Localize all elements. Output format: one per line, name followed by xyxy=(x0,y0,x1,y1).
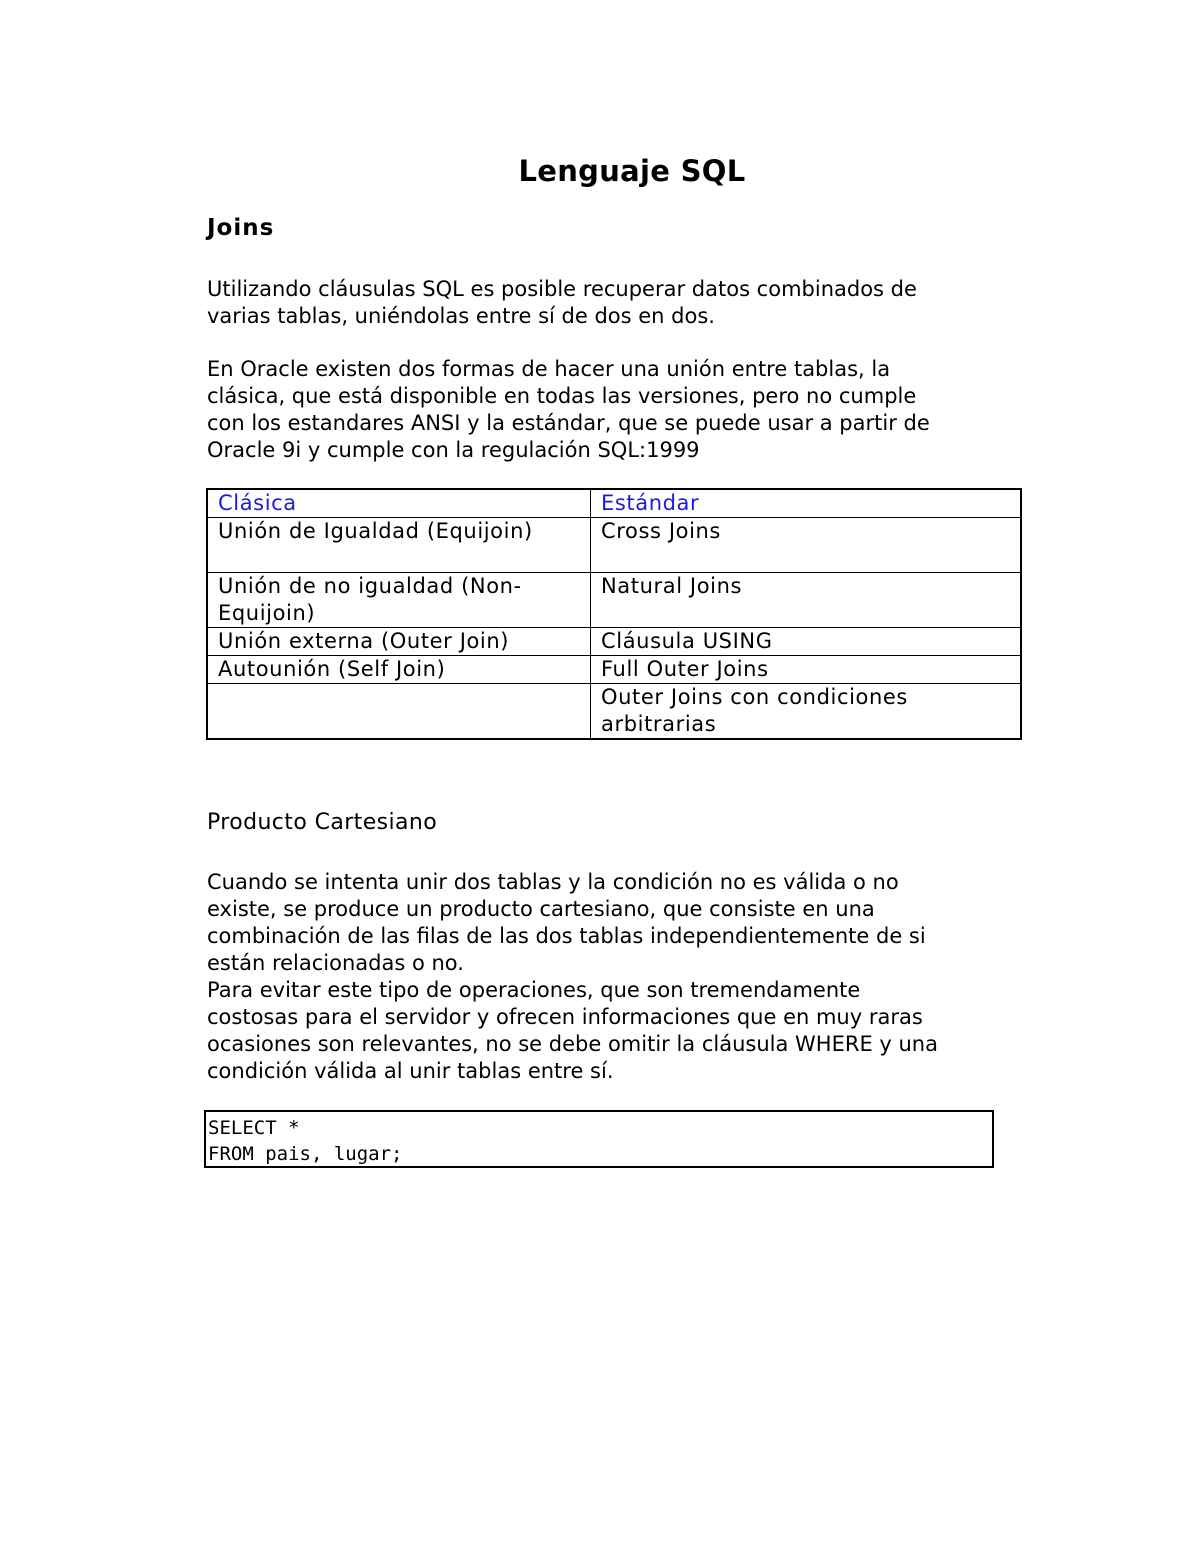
text-line: ocasiones son relevantes, no se debe omitir la cláusula WHERE y una xyxy=(207,1032,938,1056)
table-cell: Natural Joins xyxy=(591,573,1022,628)
text-line: Oracle 9i y cumple con la regulación SQL:1999 xyxy=(207,438,700,462)
text-line: En Oracle existen dos formas de hacer una unión entre tablas, la xyxy=(207,357,891,381)
text-line: Para evitar este tipo de operaciones, que son tremendamente xyxy=(207,978,861,1002)
code-line: FROM pais, lugar; xyxy=(208,1143,403,1165)
table-cell: Cross Joins xyxy=(591,518,1022,573)
table-header-row xyxy=(207,489,1021,518)
text-line: con los estandares ANSI y la estándar, que se puede usar a partir de xyxy=(207,411,930,435)
section-heading-joins: Joins xyxy=(207,215,275,241)
paragraph-intro xyxy=(207,276,997,330)
table-cell: Unión externa (Outer Join) xyxy=(207,628,591,656)
text-line: están relacionadas o no. xyxy=(207,951,464,975)
text-line: existe, se produce un producto cartesiano, que consiste en una xyxy=(207,897,875,921)
table-cell xyxy=(207,684,591,740)
table-header-cell: Clásica xyxy=(207,489,591,518)
joins-comparison-table xyxy=(206,488,1022,740)
table-header-cell: Estándar xyxy=(591,489,1022,518)
text-line: Utilizando cláusulas SQL es posible recuperar datos combinados de xyxy=(207,277,917,301)
table-cell: Unión de Igualdad (Equijoin) xyxy=(207,518,591,573)
table-row xyxy=(207,573,1021,628)
text-line: costosas para el servidor y ofrecen informaciones que en muy raras xyxy=(207,1005,923,1029)
text-line: clásica, que está disponible en todas las versiones, pero no cumple xyxy=(207,384,917,408)
table-cell: Cláusula USING xyxy=(591,628,1022,656)
text-line: Cuando se intenta unir dos tablas y la condición no es válida o no xyxy=(207,870,899,894)
text-line: varias tablas, uniéndolas entre sí de dos en dos. xyxy=(207,304,715,328)
table-row xyxy=(207,684,1021,740)
text-line: combinación de las filas de las dos tablas independientemente de si xyxy=(207,924,926,948)
paragraph-oracle xyxy=(207,356,997,464)
table-cell: Unión de no igualdad (Non-Equijoin) xyxy=(207,573,591,628)
sql-code-block xyxy=(204,1110,994,1168)
table-cell: Outer Joins con condiciones arbitrarias xyxy=(591,684,1022,740)
document-title: Lenguaje SQL xyxy=(518,154,746,188)
code-line: SELECT * xyxy=(208,1117,300,1139)
table-row xyxy=(207,628,1021,656)
text-line: condición válida al unir tablas entre sí. xyxy=(207,1059,614,1083)
table-row xyxy=(207,518,1021,573)
table-row xyxy=(207,656,1021,684)
paragraph-cartesiano xyxy=(207,869,997,1085)
section-heading-producto-cartesiano: Producto Cartesiano xyxy=(207,810,438,835)
table-cell: Full Outer Joins xyxy=(591,656,1022,684)
table-cell: Autounión (Self Join) xyxy=(207,656,591,684)
